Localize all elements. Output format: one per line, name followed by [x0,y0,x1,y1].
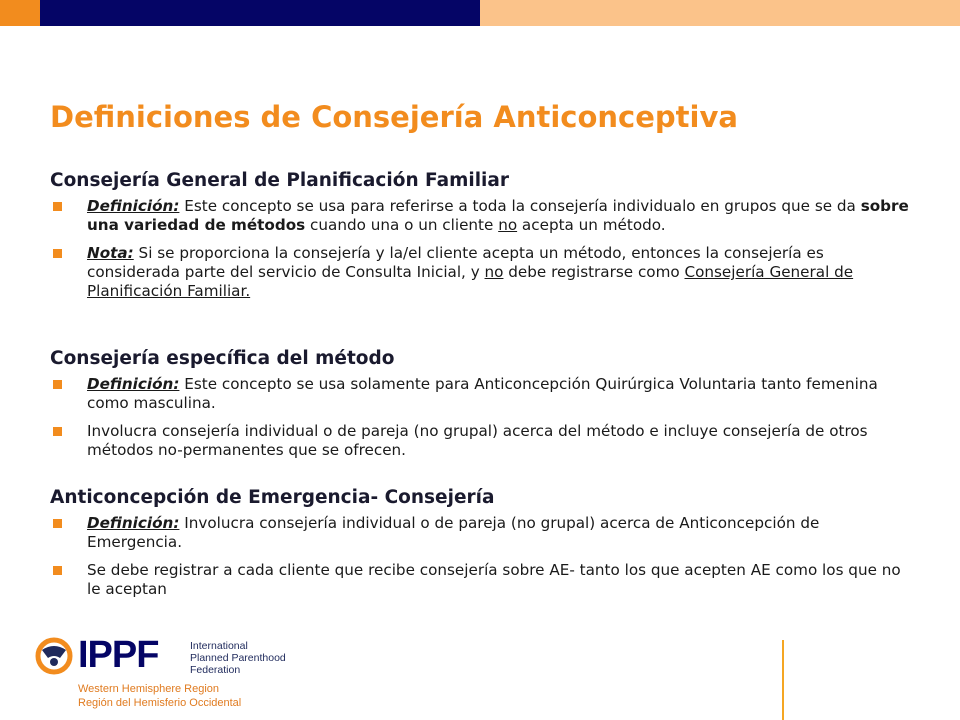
logo-sub-line: Federation [190,664,241,676]
bullet-text: acepta un método. [517,216,666,234]
bullet-text: cuando una o un cliente [305,216,499,234]
bullet-item [50,375,910,413]
logo-region-text [78,682,241,710]
logo-federation-text [190,640,286,676]
bullet-bold-text: sobre una variedad de métodos [87,197,909,234]
bullet-text: Se debe registrar a cada cliente que recibe consejería sobre AE- tanto los que acepten AE como los que no le aceptan [87,561,901,598]
bullet-underlined-text: Consejería General de Planificación Familiar. [87,263,854,300]
logo-wordmark: IPPF [78,634,159,676]
bullet-text: Este concepto se usa solamente para Anticoncepción Quirúrgica Voluntaria tanto femenina como masculina. [87,375,878,412]
bullet-text: debe registrarse como [503,263,685,281]
top-bar-peach-segment [480,0,960,26]
section-method-specific [50,348,910,469]
logo-sub-line: International [190,640,248,652]
definition-label: Definición: [87,197,180,215]
ippf-logo [34,632,334,714]
bullet-square-icon [53,380,62,389]
section-emergency-contraception [50,487,910,608]
definition-label: Definición: [87,375,180,393]
bullet-item [50,422,910,460]
section-heading: Consejería General de Planificación Familiar [50,170,509,191]
bullet-item [50,514,910,552]
slide-title: Definiciones de Consejería Anticonceptiva [50,100,738,134]
bullet-text: Si se proporciona la consejería y la/el cliente acepta un método, entonces la consejería es considerada parte del servicio de Consulta Inicial, y [87,244,824,281]
bullet-underlined-text: no [498,216,518,234]
bullet-item [50,244,910,301]
note-label: Nota: [87,244,134,262]
bullet-item [50,561,910,599]
top-bar-navy-segment [40,0,480,26]
bullet-square-icon [53,202,62,211]
logo-sub-line: Planned Parenthood [190,652,286,664]
globe-icon [34,636,74,676]
bullet-text: Este concepto se usa para referirse a toda la consejería individualo en grupos que se da [179,197,861,215]
bullet-square-icon [53,566,62,575]
top-bar-orange-segment [0,0,40,26]
logo-region-line: Western Hemisphere Region [78,683,220,695]
bullet-underlined-text: no [484,263,504,281]
bullet-square-icon [53,427,62,436]
bullet-item [50,197,910,235]
bullet-square-icon [53,249,62,258]
section-general-counseling [50,170,910,310]
bullet-square-icon [53,519,62,528]
bullet-text: Involucra consejería individual o de pareja (no grupal) acerca del método e incluye consejería de otros métodos no-permanentes que se ofrecen. [87,422,868,459]
top-color-bar [0,0,960,26]
section-heading: Anticoncepción de Emergencia- Consejería [50,487,495,508]
section-heading: Consejería específica del método [50,348,395,369]
bullet-text: Involucra consejería individual o de pareja (no grupal) acerca de Anticoncepción de Emergencia. [87,514,820,551]
footer-divider [782,640,784,720]
logo-region-line: Región del Hemisferio Occidental [78,697,242,709]
definition-label: Definición: [87,514,180,532]
